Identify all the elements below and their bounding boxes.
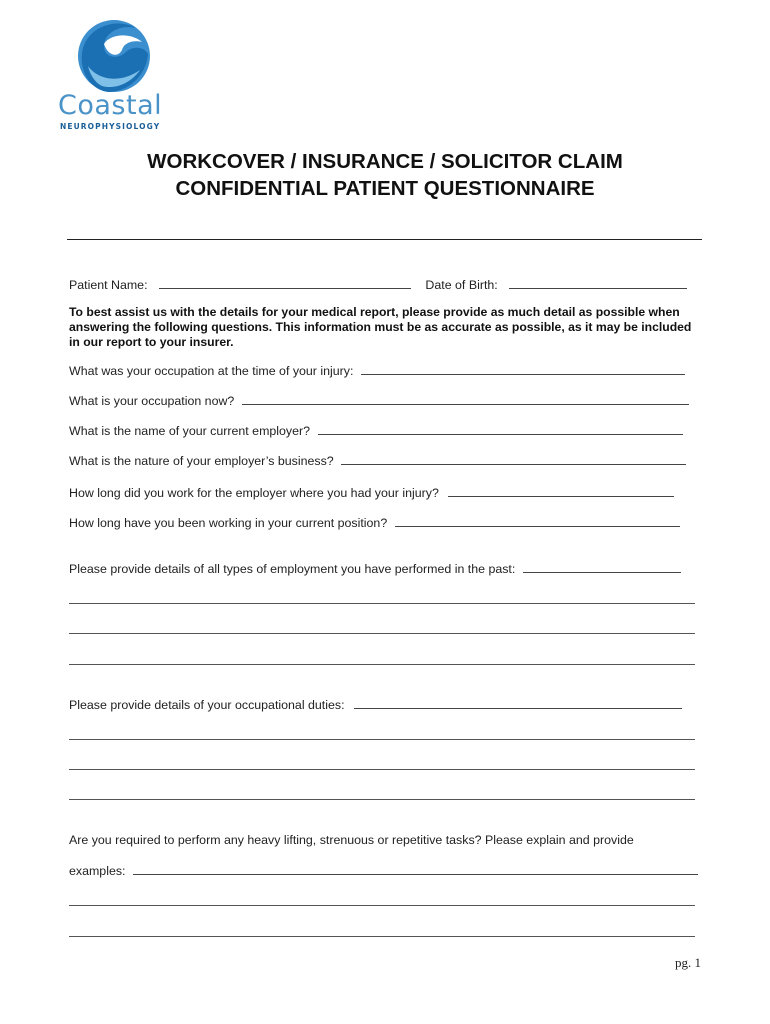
patient-name-label: Patient Name: xyxy=(69,278,148,292)
question-label: Please provide details of your occupational duties: xyxy=(69,698,345,712)
question-label: examples: xyxy=(69,864,126,878)
question-label: What was your occupation at the time of your injury: xyxy=(69,364,354,378)
answer-field[interactable] xyxy=(523,561,681,573)
answer-field[interactable] xyxy=(318,423,683,435)
question-row xyxy=(69,363,685,378)
question-row xyxy=(69,453,686,468)
answer-field[interactable] xyxy=(354,697,682,709)
question-row xyxy=(69,561,681,576)
logo xyxy=(52,12,172,131)
question-row xyxy=(69,393,689,408)
patient-info-row xyxy=(69,277,687,292)
question-label: What is your occupation now? xyxy=(69,394,235,408)
answer-field[interactable] xyxy=(341,453,686,465)
answer-line[interactable] xyxy=(69,603,695,604)
header-divider xyxy=(67,239,702,240)
dob-label: Date of Birth: xyxy=(425,278,498,292)
answer-line[interactable] xyxy=(69,936,695,937)
question-row xyxy=(69,833,634,847)
question-row xyxy=(69,697,682,712)
page-number: pg. 1 xyxy=(675,955,701,970)
answer-field[interactable] xyxy=(395,515,680,527)
answer-field[interactable] xyxy=(361,363,685,375)
answer-line[interactable] xyxy=(69,739,695,740)
logo-subtitle: NEUROPHYSIOLOGY xyxy=(60,122,161,131)
answer-line[interactable] xyxy=(69,769,695,770)
question-label: Please provide details of all types of employment you have performed in the past: xyxy=(69,562,516,576)
answer-field[interactable] xyxy=(242,393,689,405)
question-row xyxy=(69,863,698,878)
wave-logo-icon xyxy=(74,14,152,96)
question-row xyxy=(69,423,683,438)
answer-field[interactable] xyxy=(133,863,698,875)
question-label: What is the name of your current employer? xyxy=(69,424,311,438)
question-label: Are you required to perform any heavy lifting, strenuous or repetitive tasks? Please explain and provide xyxy=(69,833,634,847)
instructions-paragraph: To best assist us with the details for your medical report, please provide as much detail as possible when answering the following questions. This information must be as accurate as possible, as it may be included in our report to your insurer. xyxy=(69,305,692,349)
answer-line[interactable] xyxy=(69,633,695,634)
logo-name: Coastal xyxy=(58,90,163,121)
question-row xyxy=(69,485,674,500)
answer-field[interactable] xyxy=(448,485,674,497)
question-label: What is the nature of your employer’s business? xyxy=(69,454,334,468)
question-label: How long have you been working in your current position? xyxy=(69,516,388,530)
question-row xyxy=(69,515,680,530)
answer-line[interactable] xyxy=(69,905,695,906)
question-label: How long did you work for the employer where you had your injury? xyxy=(69,486,439,500)
patient-name-field[interactable] xyxy=(159,277,411,289)
answer-line[interactable] xyxy=(69,799,695,800)
document-subtitle: CONFIDENTIAL PATIENT QUESTIONNAIRE xyxy=(175,177,595,200)
document-title: WORKCOVER / INSURANCE / SOLICITOR CLAIM xyxy=(147,150,623,173)
answer-line[interactable] xyxy=(69,664,695,665)
dob-field[interactable] xyxy=(509,277,687,289)
